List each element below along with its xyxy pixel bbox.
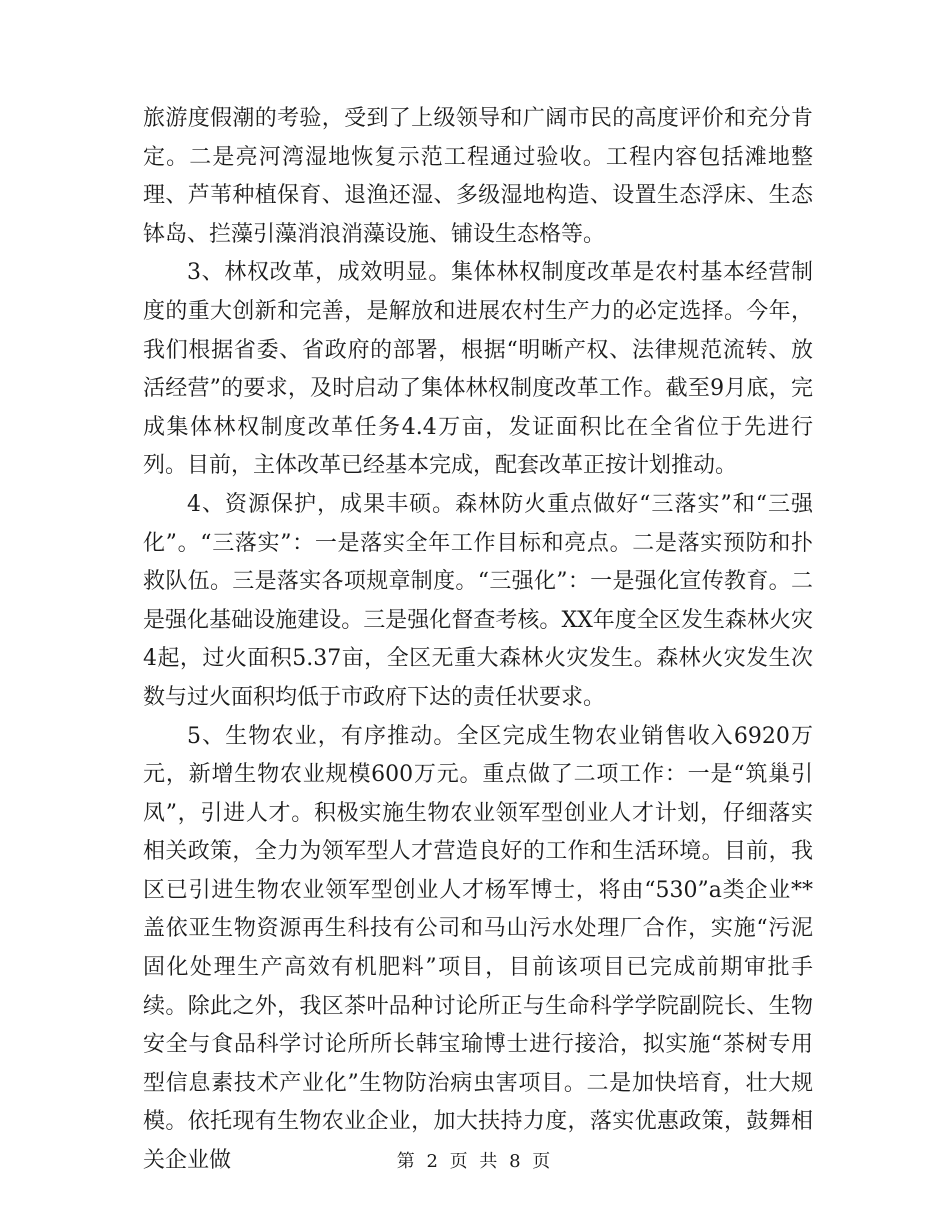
paragraph-resource-protection: 4、资源保护，成果丰硕。森林防火重点做好“三落实”和“三强化”。“三落实”：一是落实全年工作目标和亮点。二是落实预防和扑救队伍。三是落实各项规章制度。“三强化”：一是强化宣传教育。二是强化基础设施建设。三是强化督查考核。XX年度全区发生森林火灾4起，过火面积5.37亩，全区无重大森林火灾发生。森林火灾发生次数与过火面积均低于市政府下达的责任状要求。 (143, 491, 813, 710)
paragraph-wetland-projects: 旅游度假潮的考验，受到了上级领导和广阔市民的高度评价和充分肯定。二是亮河湾湿地恢复示范工程通过验收。工程内容包括滩地整理、芦苇种植保育、退渔还湿、多级湿地构造、设置生态浮床、生态钵岛、拦藻引藻消浪消藻设施、铺设生态格等。 (143, 106, 813, 247)
paragraph-bio-agriculture: 5、生物农业，有序推动。全区完成生物农业销售收入6920万元，新增生物农业规模600万元。重点做了二项工作：一是“筑巢引凤”，引进人才。积极实施生物农业领军型创业人才计划，仔细落实相关政策，全力为领军型人才营造良好的工作和生活环境。目前，我区已引进生物农业领军型创业人才杨军博士，将由“530”a类企业**盖依亚生物资源再生科技有公司和马山污水处理厂合作，实施“污泥固化处理生产高效有机肥料”项目，目前该项目已完成前期审批手续。除此之外，我区茶叶品种讨论所正与生命科学学院副院长、生物安全与食品科学讨论所所长韩宝瑜博士进行接洽，拟实施“茶树专用型信息素技术产业化”生物防治病虫害项目。二是加快培育，壮大规模。依托现有生物农业企业，加大扶持力度，落实优惠政策，鼓舞相关企业做 (143, 723, 813, 1174)
page-number-footer: 第 2 页 共 8 页 (396, 1151, 554, 1172)
paragraph-forest-rights-reform: 3、林权改革，成效明显。集体林权制度改革是农村基本经营制度的重大创新和完善，是解放和进展农村生产力的必定选择。今年，我们根据省委、省政府的部署，根据“明晰产权、法律规范流转、放活经营”的要求，及时启动了集体林权制度改革工作。截至9月底，完成集体林权制度改革任务4.4万亩，发证面积比在全省位于先进行列。目前，主体改革已经基本完成，配套改革正按计划推动。 (143, 260, 813, 479)
document-body (143, 100, 813, 1181)
